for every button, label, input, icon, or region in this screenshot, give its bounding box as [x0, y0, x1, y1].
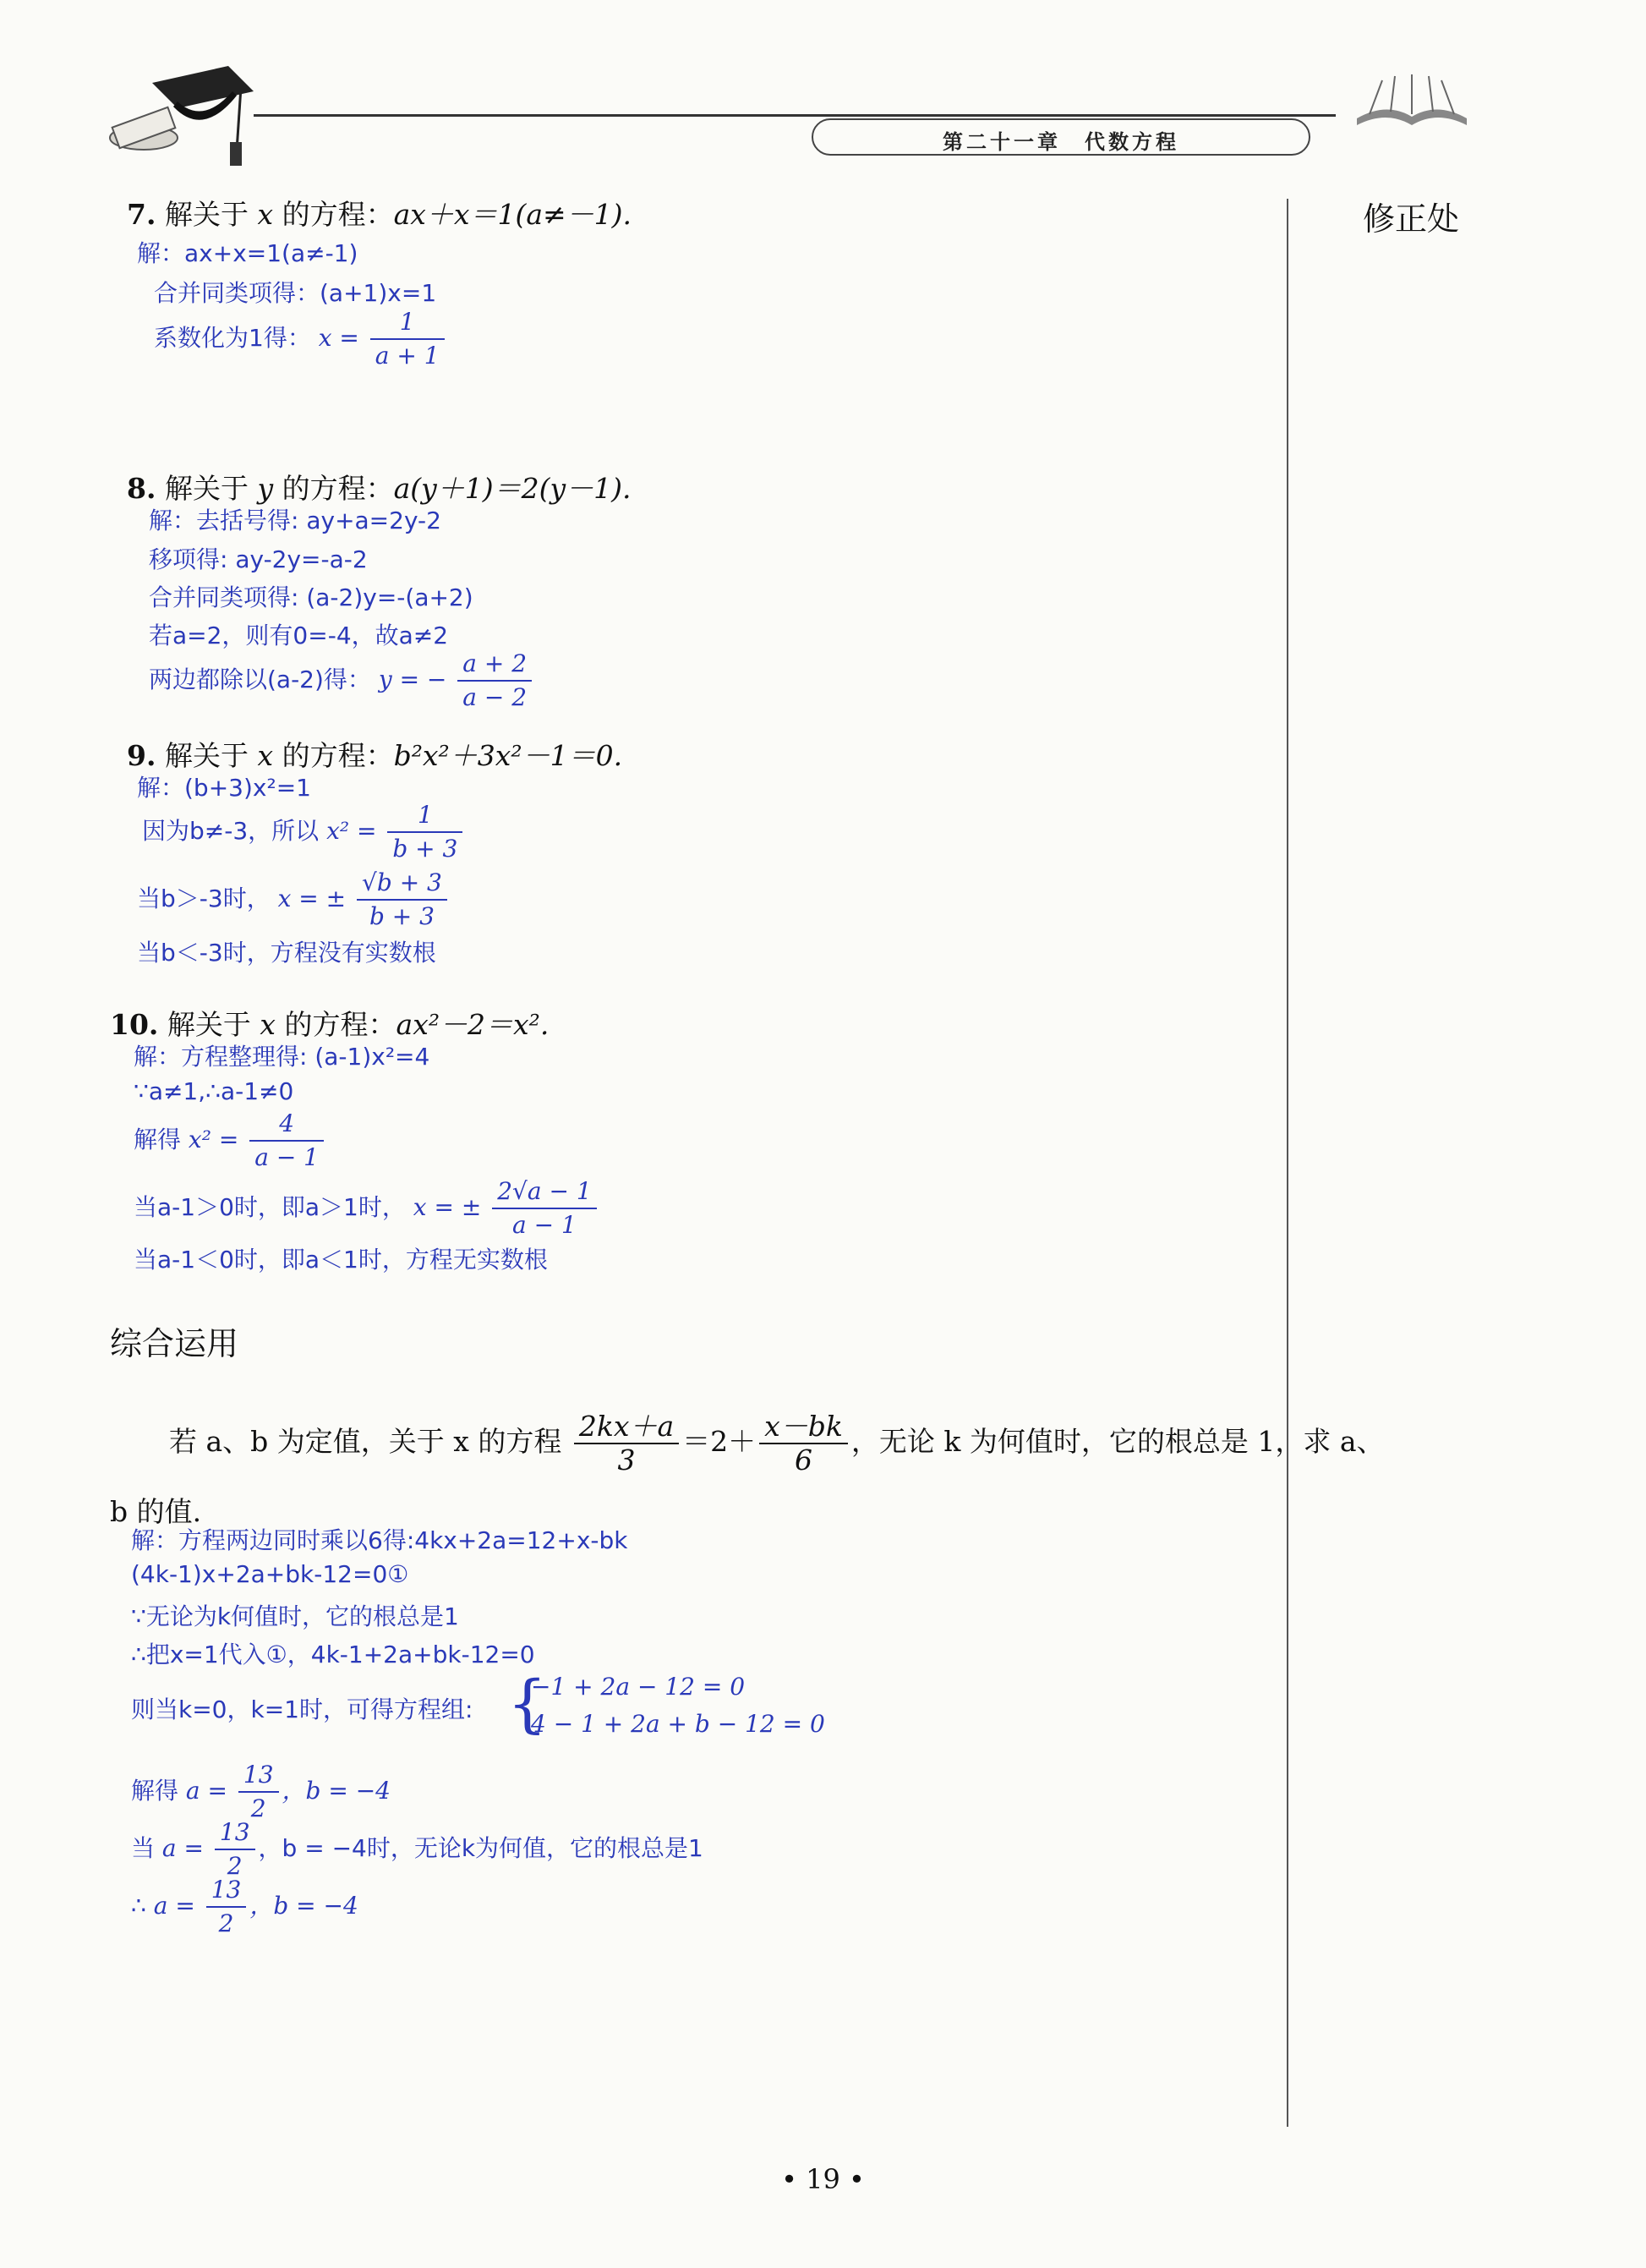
- answer-text: 两边都除以(a-2)得：: [149, 666, 371, 693]
- answer-fraction: [357, 867, 447, 933]
- answer-line: (4k-1)x+2a+bk-12=0①: [131, 1560, 409, 1588]
- header-rule: [254, 114, 1336, 117]
- answer-line: 解：方程两边同时乘以6得:4kx+2a=12+x-bk: [131, 1526, 628, 1554]
- correction-column-title: 修正处: [1363, 200, 1460, 238]
- system-eq-1: [531, 1673, 745, 1701]
- problem-text: 解关于: [164, 198, 249, 231]
- margin-rule: [1287, 199, 1288, 2127]
- problem-text: 解关于: [164, 739, 249, 772]
- answer-math: ，b = −4: [249, 1892, 358, 1920]
- fraction-denominator: 3: [617, 1444, 636, 1476]
- answer-line: 合并同类项得：(a+1)x=1: [154, 279, 437, 307]
- problem-text: 的方程：: [284, 1008, 396, 1041]
- fraction-numerator: 13: [215, 1816, 255, 1850]
- fraction-numerator: 2kx＋a: [574, 1411, 679, 1444]
- problem-number: 7.: [127, 198, 156, 231]
- graduation-cap-icon: [93, 58, 254, 167]
- system-eq-2: [531, 1710, 825, 1738]
- problem-text: 的方程：: [282, 198, 394, 231]
- problem-number: 10.: [110, 1008, 159, 1041]
- system-brace: {: [507, 1668, 548, 1740]
- answer-line: [154, 306, 448, 372]
- problem-text: 的方程：: [282, 739, 394, 772]
- fraction-numerator: x－bk: [759, 1411, 848, 1444]
- answer-text: 当a-1＞0时，即a＞1时，: [134, 1193, 406, 1221]
- fraction-denominator: 2: [250, 1794, 266, 1822]
- answer-math: ，b = −4: [282, 1777, 391, 1805]
- system-equation: −1 + 2a − 12 = 0: [531, 1673, 746, 1701]
- problem-9-statement: [127, 734, 622, 774]
- problem-number: 9.: [127, 739, 156, 772]
- problem-equation: ax＋x＝1(a≠－1).: [393, 198, 632, 231]
- verify-line: [131, 1816, 703, 1882]
- answer-line: 解：去括号得: ay+a=2y-2: [149, 507, 441, 534]
- answer-text: 因为b≠-3，所以: [142, 817, 320, 845]
- conclusion-line: [131, 1874, 358, 1940]
- answer-fraction: [206, 1874, 247, 1940]
- answer-line: 解：(b+3)x²=1: [137, 774, 311, 802]
- answer-line: 当a-1＜0时，即a＜1时，方程无实数根: [134, 1246, 548, 1274]
- solution-line: [131, 1759, 391, 1825]
- answer-math: x² =: [326, 817, 377, 845]
- answer-math: a =: [161, 1834, 204, 1862]
- answer-line: ∵a≠1,∴a-1≠0: [134, 1077, 294, 1105]
- section-title: 综合运用: [110, 1325, 239, 1362]
- fraction-numerator: 4: [249, 1108, 324, 1142]
- question-text: ＝2＋: [682, 1425, 757, 1458]
- answer-math: x² =: [188, 1126, 239, 1153]
- problem-10-statement: [110, 1003, 549, 1043]
- fraction-denominator: b + 3: [369, 902, 435, 930]
- answer-line: 解：方程整理得: (a-1)x²=4: [134, 1043, 430, 1071]
- fraction-denominator: a − 2: [462, 683, 528, 711]
- section-question-cont: b 的值.: [110, 1495, 202, 1528]
- fraction-numerator: 13: [206, 1874, 247, 1908]
- answer-line: 则当k=0，k=1时，可得方程组:: [131, 1696, 473, 1723]
- question-fraction: [759, 1411, 848, 1476]
- answer-text: 当: [131, 1834, 156, 1862]
- problem-equation: b²x²＋3x²－1＝0.: [393, 739, 623, 772]
- fraction-numerator: 1: [387, 799, 462, 833]
- fraction-denominator: a − 1: [254, 1143, 319, 1171]
- answer-math: a =: [185, 1777, 227, 1805]
- answer-line: 合并同类项得: (a-2)y=-(a+2): [149, 583, 473, 611]
- problem-7-statement: [127, 193, 632, 233]
- problem-text: 解关于: [167, 1008, 251, 1041]
- problem-variable: x: [257, 739, 274, 772]
- answer-math: x = ±: [277, 885, 347, 912]
- fraction-denominator: 2: [218, 1909, 234, 1937]
- question-fraction: [574, 1411, 679, 1476]
- answer-fraction: [492, 1175, 596, 1241]
- answer-text: ∴: [131, 1892, 146, 1920]
- problem-text: 解关于: [164, 472, 249, 505]
- answer-text: 解得: [131, 1777, 179, 1805]
- answer-math: x =: [318, 324, 359, 352]
- fraction-numerator: 1: [370, 306, 445, 340]
- problem-variable: x: [257, 198, 274, 231]
- problem-variable: y: [257, 472, 274, 505]
- answer-line: [134, 1108, 327, 1174]
- page-number: • 19 •: [781, 2163, 865, 2195]
- answer-line: 移项得: ay-2y=-a-2: [149, 545, 368, 573]
- answer-line: [142, 799, 466, 865]
- answer-line: [134, 1175, 600, 1241]
- fraction-numerator: a + 2: [457, 648, 532, 682]
- fraction-numerator: √b + 3: [357, 867, 447, 901]
- answer-math: y = −: [378, 666, 447, 693]
- problem-8-statement: [127, 467, 632, 507]
- answer-line: ∴把x=1代入①，4k-1+2a+bk-12=0: [131, 1641, 535, 1668]
- answer-text: 当b＞-3时，: [137, 885, 271, 912]
- problem-text: 的方程：: [282, 472, 394, 505]
- answer-text: 系数化为1得：: [154, 324, 311, 352]
- system-equation: 4 − 1 + 2a + b − 12 = 0: [531, 1710, 825, 1738]
- answer-line: 当b＜-3时，方程没有实数根: [137, 939, 436, 967]
- answer-line: [149, 648, 535, 714]
- chapter-title: 第二十一章 代数方程: [943, 130, 1179, 154]
- problem-equation: ax²－2＝x².: [396, 1008, 550, 1041]
- fraction-denominator: 2: [227, 1852, 243, 1880]
- problem-equation: a(y＋1)＝2(y－1).: [393, 472, 632, 505]
- section-question: [169, 1411, 1385, 1476]
- answer-fraction: [215, 1816, 255, 1882]
- answer-fraction: [249, 1108, 324, 1174]
- open-book-icon: [1353, 68, 1471, 131]
- fraction-numerator: 2√a − 1: [492, 1175, 596, 1209]
- fraction-denominator: a + 1: [375, 342, 440, 370]
- question-text: ，无论 k 为何值时，它的根总是 1，求 a、: [850, 1425, 1385, 1458]
- answer-math: x = ±: [413, 1193, 482, 1221]
- answer-text: 解得: [134, 1126, 182, 1153]
- answer-fraction: [238, 1759, 279, 1825]
- answer-fraction: [387, 799, 462, 865]
- fraction-denominator: a − 1: [512, 1211, 577, 1239]
- answer-line: [137, 867, 451, 933]
- fraction-denominator: b + 3: [392, 835, 458, 863]
- chapter-header: [812, 118, 1310, 156]
- question-text: 若 a、b 为定值，关于 x 的方程: [169, 1425, 562, 1458]
- fraction-denominator: 6: [795, 1444, 813, 1476]
- problem-variable: x: [260, 1008, 276, 1041]
- problem-number: 8.: [127, 472, 156, 505]
- fraction-numerator: 13: [238, 1759, 279, 1793]
- answer-fraction: [457, 648, 532, 714]
- answer-math: a =: [153, 1892, 195, 1920]
- answer-line: 解：ax+x=1(a≠-1): [137, 239, 358, 267]
- answer-line: ∵无论为k何值时，它的根总是1: [131, 1602, 459, 1630]
- answer-text: ，b = −4时，无论k为何值，它的根总是1: [258, 1834, 703, 1862]
- answer-line: 若a=2，则有0=-4，故a≠2: [149, 622, 449, 649]
- answer-fraction: [370, 306, 445, 372]
